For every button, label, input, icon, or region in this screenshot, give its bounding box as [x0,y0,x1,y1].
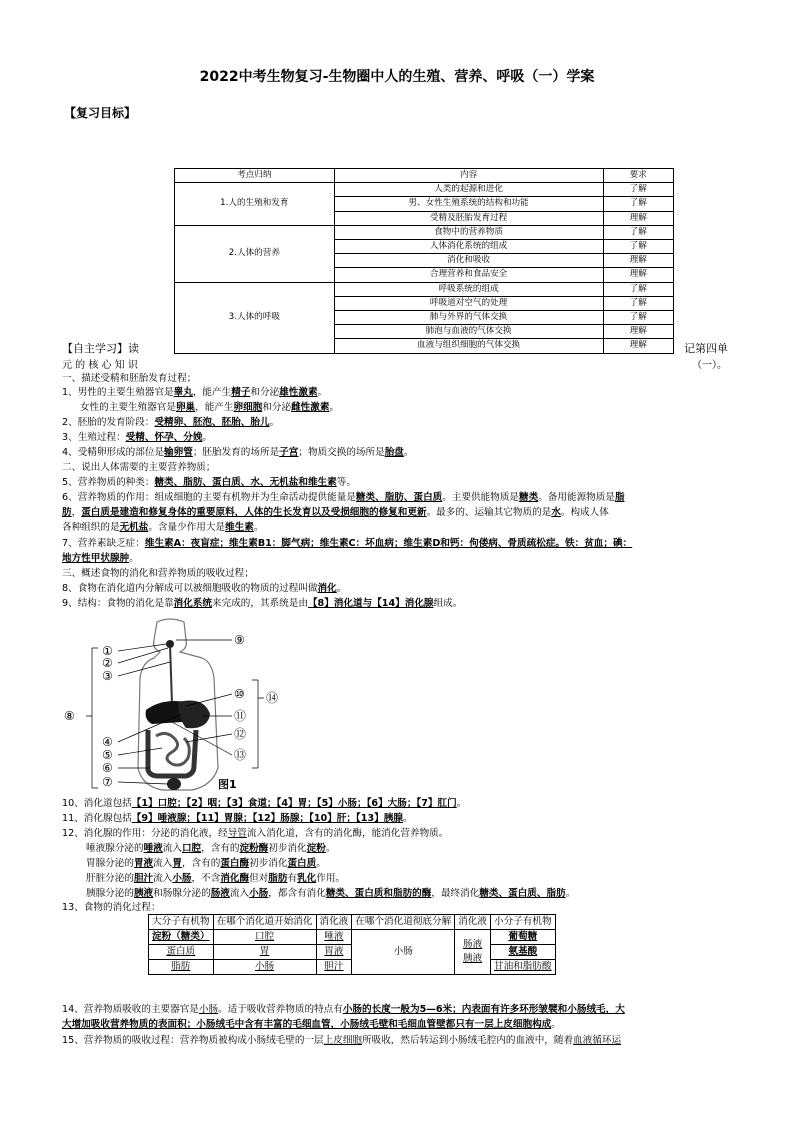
content-cell: 人体消化系统的组成 [334,240,603,254]
item-12-saliva: 唾液腺分泌的唾液流入口腔，含有的淀粉酶初步消化淀粉。 [86,843,336,854]
label-14: ⑭ [266,691,279,705]
label-2: ② [102,656,113,670]
label-12: ⑫ [234,727,247,741]
col-header-topic: 考点归纳 [175,169,335,183]
dt-header: 在哪个消化道开始消化 [213,915,316,930]
label-9: ⑨ [234,633,245,647]
label-13: ⑬ [234,748,247,762]
content-cell: 消化和吸收 [334,254,603,268]
item-4-line: 4、受精卵形成的部位是输卵管；胚胎发育的场所是子宫；物质交换的场所是胎盘。 [62,447,414,458]
req-cell: 了解 [603,240,674,254]
item-7-line: 7、营养素缺乏症：维生素A：夜盲症；维生素B1：脚气病；维生素C：坏血病；维生素D和钙：佝偻病、骨质疏松症。铁：贫血；碘： [62,538,633,549]
label-10: ⑩ [234,687,245,701]
req-cell: 了解 [603,183,674,197]
dt-header: 小分子有机物 [491,915,556,930]
dt-cell: 甘油和脂肪酸 [494,961,552,972]
label-8: ⑧ [64,709,75,723]
dt-header: 大分子有机物 [149,915,214,930]
review-goal-heading: 【复习目标】 [64,106,137,120]
dt-cell: 氨基酸 [508,946,538,957]
content-cell: 合理营养和食品安全 [334,268,603,282]
content-cell: 受精及胚胎发育过程 [334,211,603,225]
self-study-right-2: （一）。 [692,360,727,371]
req-cell: 了解 [603,197,674,211]
figure-caption: 图1 [218,778,237,791]
section-3-heading: 三、概述食物的消化和营养物质的吸收过程； [62,568,254,579]
item-6-line-2: 肪，蛋白质是建造和修复身体的重要原料，人体的生长发育以及受损细胞的修复和更新。最多的、运输其它物质的是水。构成人体 [62,507,609,518]
item-12-line: 12、消化腺的作用：分泌的消化液，经导管流入消化道，含有的消化酶，能消化营养物质。 [62,828,449,839]
item-8-line: 8、食物在消化道内分解成可以被细胞吸收的物质的过程叫做消化。 [62,583,347,594]
objectives-table [174,168,674,354]
label-4: ④ [102,735,113,749]
item-10-line: 10、消化道包括【1】口腔；【2】咽；【3】食道；【4】胃；【5】小肠；【6】大肠；【7】肛门。 [62,798,467,809]
item-12-bile: 肝脏分泌的胆汁流入小肠，不含消化酶但对脂肪有乳化作用。 [86,873,346,884]
col-header-content: 内容 [334,169,603,183]
dt-cell-juices: 肠液 胰液 [455,930,491,975]
item-1-line-2: 女性的主要生殖器官是卵巢，能产生卵细胞和分泌雌性激素。 [80,402,340,413]
req-cell: 了解 [603,311,674,325]
content-cell: 人类的起源和进化 [334,183,603,197]
item-12-pancreatic: 胰腺分泌的胰液和肠腺分泌的肠液流入小肠，都含有消化糖类、蛋白质和脂肪的酶，最终消化糖类、蛋白质、脂肪。 [86,888,576,899]
section-1-heading: 一、描述受精和胚胎发育过程； [62,373,197,384]
page-title: 2022中考生物复习-生物圈中人的生殖、营养、呼吸（一）学案 [199,69,595,85]
self-study-left-2: 元 的 核 心 知 识 [62,360,138,371]
item-7-line-2: 地方性甲状腺肿。 [62,553,139,564]
content-cell: 呼吸道对空气的处理 [334,296,603,310]
item-13-line: 13、食物的消化过程： [62,902,161,913]
dt-cell: 唾液 [324,931,344,942]
dt-cell: 脂肪 [171,961,191,972]
digestion-table [148,914,556,975]
topic-cell: 2.人体的营养 [175,225,335,282]
req-cell: 理解 [603,268,674,282]
item-9-line: 9、结构：食物的消化是靠消化系统来完成的，其系统是由【8】消化道与【14】消化腺组成。 [62,598,463,609]
dt-header: 消化液 [455,915,491,930]
req-cell: 了解 [603,296,674,310]
label-3: ③ [102,669,113,683]
item-6-line-3: 各种组织的是无机盐。含量少作用大是维生素。 [62,522,264,533]
req-cell: 理解 [603,211,674,225]
req-cell: 理解 [603,254,674,268]
item-15-line: 15、营养物质的吸收过程：营养物质被构成小肠绒毛壁的一层上皮细胞所吸收，然后转运到小肠绒毛腔内的血液中，随着血液循环运 [62,1035,622,1046]
item-12-gastric: 胃腺分泌的胃液流入胃，含有的蛋白酶初步消化蛋白质。 [86,858,326,869]
content-cell: 血液与组织细胞的气体交换 [334,339,603,353]
dt-cell: 小肠 [352,930,455,975]
dt-cell: 葡萄糖 [508,931,538,942]
section-2-heading: 二、说出人体需要的主要营养物质； [62,462,216,473]
dt-header: 消化液 [316,915,352,930]
content-cell: 肺泡与血液的气体交换 [334,325,603,339]
item-14-line: 14、营养物质吸收的主要器官是小肠。适于吸收营养物质的特点有小肠的长度一般为5—6米；内表面有许多环形皱襞和小肠绒毛，大 [62,1004,625,1015]
content-cell: 食物中的营养物质 [334,225,603,239]
label-5: ⑤ [102,748,113,762]
item-2-line: 2、胚胎的发育阶段：受精卵、胚泡、胚胎、胎儿。 [62,417,280,428]
self-study-right-1: 记第四单 [684,342,728,355]
dt-cell: 蛋白质 [166,946,196,957]
req-cell: 了解 [603,282,674,296]
item-14-line-2: 大增加吸收营养物质的表面积；小肠绒毛中含有丰富的毛细血管，小肠绒毛壁和毛细血管壁都只有一层上皮细胞构成。 [62,1019,561,1030]
label-1: ① [102,644,113,658]
req-cell: 了解 [603,225,674,239]
item-6-line: 6、营养物质的作用：组成细胞的主要有机物并为生命活动提供能量是糖类、脂肪、蛋白质。主要供能物质是糖类。备用能源物质是脂 [62,492,625,503]
item-11-line: 11、消化腺包括【9】唾液腺；【11】胃腺；【12】肠腺；【10】肝；【13】胰腺。 [62,813,413,824]
dt-cell: 小肠 [254,961,275,972]
req-cell: 理解 [603,325,674,339]
dt-cell: 淀粉（糖类） [152,931,210,942]
content-cell: 肺与外界的气体交换 [334,311,603,325]
item-3-line: 3、生殖过程：受精、怀孕、分娩。 [62,432,213,443]
dt-cell: 口腔 [254,931,275,942]
topic-cell: 3.人体的呼吸 [175,282,335,353]
label-11: ⑪ [234,709,247,723]
col-header-req: 要求 [603,169,674,183]
dt-cell: 胃 [259,946,270,957]
label-7: ⑦ [102,775,113,789]
item-1-line: 1、男性的主要生殖器官是睾丸，能产生精子和分泌雄性激素。 [62,387,328,398]
item-5-line: 5、营养物质的种类：糖类、脂肪、蛋白质、水、无机盐和维生素等。 [62,477,356,488]
content-cell: 男、女性生殖系统的结构和功能 [334,197,603,211]
topic-cell: 1.人的生殖和发育 [175,183,335,226]
dt-cell: 胆汁 [324,961,344,972]
dt-header: 在哪个消化道彻底分解 [352,915,455,930]
content-cell: 呼吸系统的组成 [334,282,603,296]
dt-cell: 胃液 [324,946,344,957]
self-study-left-1: 【自主学习】读 [62,342,139,355]
label-6: ⑥ [102,761,113,775]
req-cell: 理解 [603,339,674,353]
digestive-system-figure [62,618,292,796]
